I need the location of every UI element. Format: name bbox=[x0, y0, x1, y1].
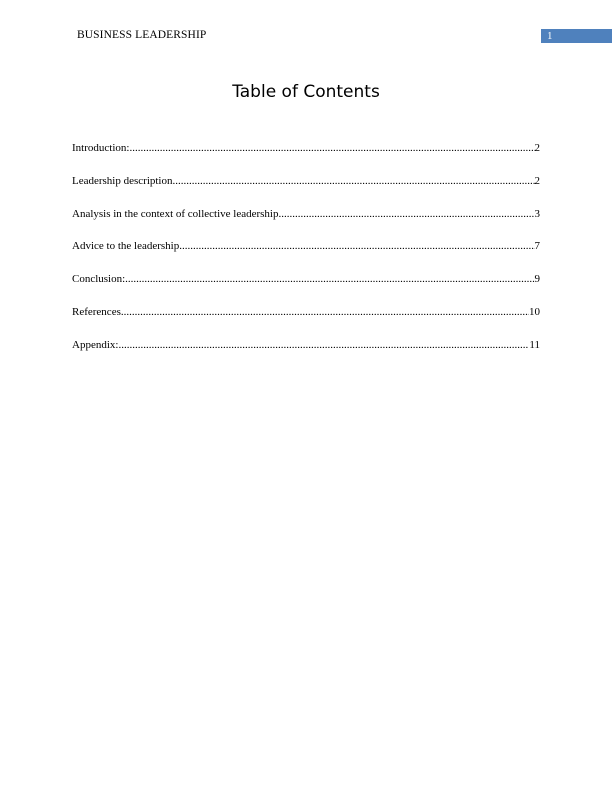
toc-dot-leader bbox=[173, 175, 535, 188]
toc-entry-page: 3 bbox=[534, 207, 540, 220]
toc-entry-conclusion[interactable] bbox=[72, 273, 540, 286]
toc-entry-page: 2 bbox=[534, 142, 540, 154]
toc-entry-label: Introduction: bbox=[72, 142, 130, 154]
toc-entry-label: Leadership description bbox=[72, 174, 173, 187]
toc-dot-leader bbox=[279, 208, 535, 221]
toc-entry-label: Analysis in the context of collective leadership bbox=[72, 207, 279, 220]
toc-entry-label: Appendix: bbox=[72, 338, 119, 351]
running-head: BUSINESS LEADERSHIP bbox=[77, 29, 207, 41]
toc-dot-leader bbox=[125, 273, 534, 286]
toc-dot-leader bbox=[179, 240, 534, 253]
toc-entry-label: Conclusion: bbox=[72, 273, 126, 286]
toc-entry-label: Advice to the leadership bbox=[72, 240, 180, 253]
toc-dot-leader bbox=[121, 306, 529, 319]
toc-dot-leader bbox=[118, 339, 529, 352]
toc-entry-analysis[interactable] bbox=[72, 208, 540, 221]
table-of-contents bbox=[72, 142, 540, 372]
toc-entry-appendix[interactable] bbox=[72, 339, 540, 352]
toc-entry-page: 2 bbox=[534, 174, 540, 187]
toc-entry-references[interactable] bbox=[72, 306, 540, 319]
toc-entry-page: 9 bbox=[534, 273, 540, 286]
toc-dot-leader bbox=[129, 142, 534, 155]
toc-entry-label: References bbox=[72, 305, 121, 318]
toc-entry-introduction[interactable] bbox=[72, 142, 540, 155]
toc-entry-advice[interactable] bbox=[72, 240, 540, 253]
toc-entry-page: 7 bbox=[534, 240, 540, 253]
toc-title: Table of Contents bbox=[232, 82, 380, 102]
toc-entry-page: 10 bbox=[529, 305, 540, 318]
page-number-badge: 1 bbox=[541, 29, 612, 43]
toc-entry-leadership-description[interactable] bbox=[72, 175, 540, 188]
toc-entry-page: 11 bbox=[529, 338, 540, 351]
